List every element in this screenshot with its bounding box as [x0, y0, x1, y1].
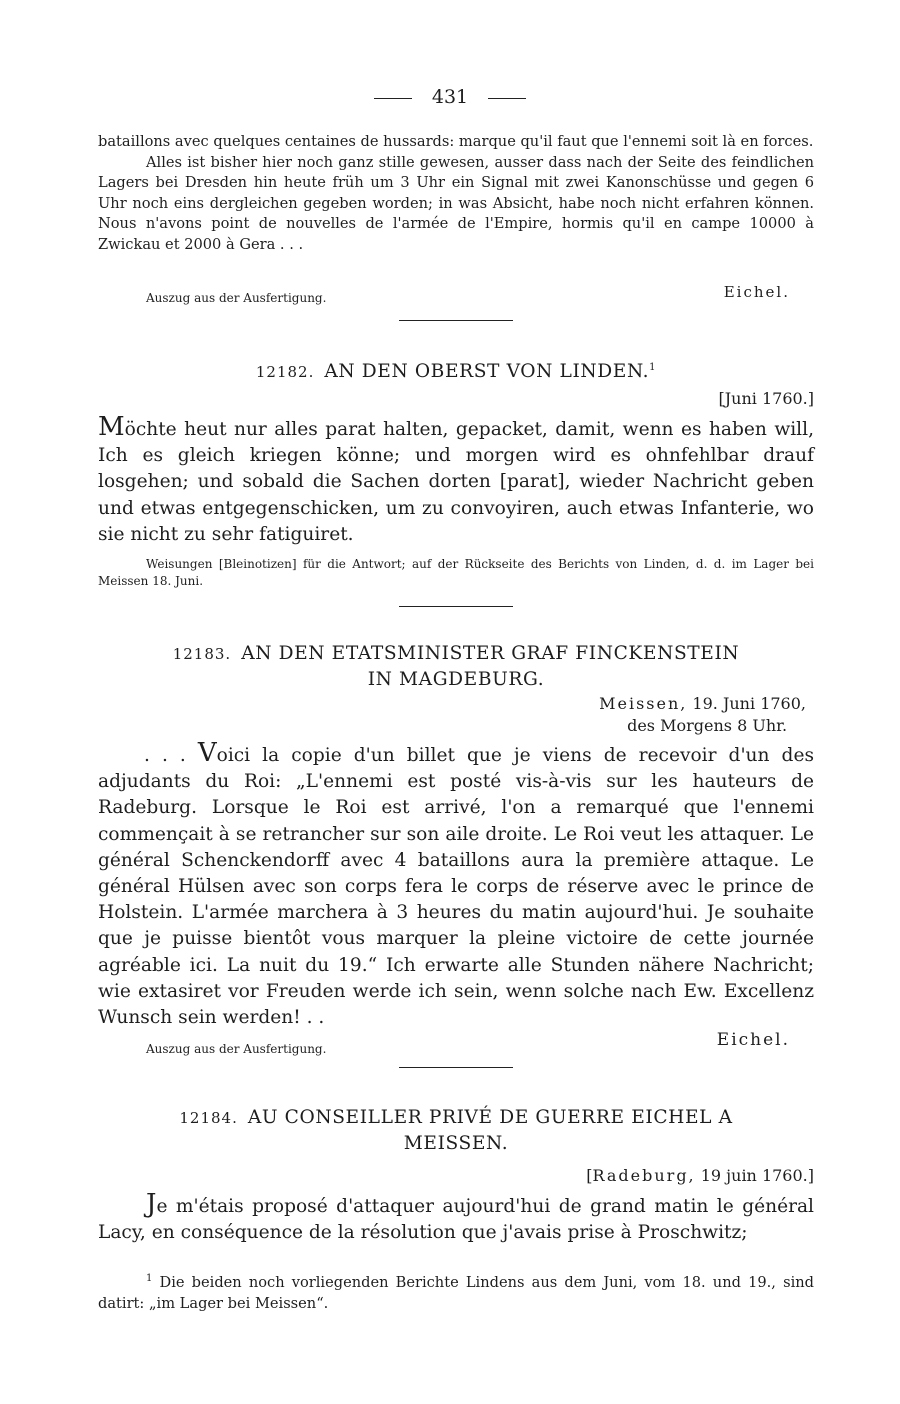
- letter-number: 12184.: [179, 1109, 238, 1127]
- footnote-mark: 1: [146, 1273, 153, 1284]
- source-note: Auszug aus der Ausfertigung.: [146, 1042, 327, 1056]
- paragraph: Alles ist bisher hier noch ganz stille gewesen, ausser dass nach der Seite des feindlichen Lagers bei Dresden hin heute früh um 3 Uhr ein Signal mit zwei Kanonschüsse und gegen 6 Uhr noch eins dergleichen gegeben worden; in was Absicht, habe noch nicht erfahren können. Nous n'avons point de nouvelles de l'armée de l'Empire, hormis qu'il en campe 10000 à Zwickau et 2000 à Gera . . .: [98, 153, 814, 253]
- drop-cap: J: [146, 1189, 157, 1219]
- letter-number: 12182.: [255, 363, 315, 382]
- date-text: 19. Juni 1760,: [687, 694, 806, 713]
- letter-title: AU CONSEILLER PRIVÉ DE GUERRE EICHEL A: [247, 1107, 733, 1128]
- footnote-mark: 1: [649, 362, 657, 373]
- footnote: [98, 1268, 814, 1314]
- signature-block: [98, 283, 814, 305]
- source-note: Auszug aus der Ausfertigung.: [146, 291, 327, 305]
- drop-cap: M: [98, 412, 125, 442]
- letter-number: 12183.: [172, 645, 232, 663]
- divider: [399, 320, 513, 321]
- header-dash-left: [374, 98, 412, 99]
- date-place: Meissen,: [599, 694, 688, 713]
- body-text: öchte heut nur alles parat halten, gepacket, damit, wenn es haben will, Ich es gleich kriegen könne; und morgen wird es ohnfehlbar drauf losgehen; und sobald die Sachen dorten [parat], wieder Nachricht geben und etwas entgegenschicken, um zu convoyiren, auch etwas Infanterie, wo sie nicht zu sehr fatiguiret.: [98, 419, 814, 545]
- letter-title: AN DEN OBERST VON LINDEN.: [324, 361, 650, 383]
- signature: Eichel.: [723, 283, 790, 301]
- page-number: 431: [431, 86, 469, 108]
- signature: Eichel.: [716, 1030, 790, 1050]
- date-text: 19 juin 1760.]: [695, 1166, 814, 1185]
- letter-body: [98, 1189, 814, 1246]
- continued-text: [98, 132, 814, 255]
- divider: [399, 1067, 513, 1068]
- signature-block: [98, 1030, 814, 1054]
- letter-body: [98, 738, 814, 1031]
- letter-date: [Radeburg, 19 juin 1760.]: [586, 1166, 814, 1185]
- letter-title: AN DEN ETATSMINISTER GRAF FINCKENSTEIN: [241, 643, 740, 664]
- ellipsis: . . .: [144, 745, 198, 766]
- letter-title-line2: MEISSEN.: [403, 1133, 509, 1154]
- letter-date: [599, 693, 806, 737]
- date-time: des Morgens 8 Uhr.: [627, 716, 788, 735]
- letter-note: Weisungen [Bleinotizen] für die Antwort; auf der Rückseite des Berichts von Linden, d. d. im Lager bei Meissen 18. Juni.: [98, 557, 814, 588]
- date-place: Radeburg,: [592, 1166, 696, 1185]
- letter-heading: [98, 355, 814, 385]
- body-text: e m'étais proposé d'attaquer aujourd'hui de grand matin le général Lacy, en conséquence de la résolution que j'avais prise à Proschwitz;: [98, 1196, 814, 1244]
- continued-line: bataillons avec quelques centaines de hussards: marque qu'il faut que l'ennemi soit là en forces.: [98, 133, 814, 150]
- body-text: oici la copie d'un billet que je viens de recevoir d'un des adjudants du Roi: „L'ennemi est posté vis-à-vis sur les hauteurs de Radeburg. Lorsque le Roi est arrivé, l'on a remarqué que l'ennemi commençait à se retrancher sur son aile droite. Le Roi veut les attaquer. Le général Schenckendorff avec 4 bataillons aura la première attaque. Le général Hülsen avec son corps fera le corps de réserve avec le prince de Holstein. L'armée marchera à 3 heures du matin aujourd'hui. Je souhaite que je puisse bientôt vous marquer la pleine victoire de cette journée agréable ici. La nuit du 19.“ Ich erwarte alle Stunden nähere Nachricht; wie extasiret vor Freuden werde ich sein, wenn solche nach Ew. Excellenz Wunsch sein werden! . .: [98, 745, 814, 1029]
- drop-cap: V: [197, 738, 217, 768]
- letter-date: [Juni 1760.]: [718, 389, 814, 408]
- divider: [399, 606, 513, 607]
- letter-body: [98, 412, 814, 548]
- footnote-text: Die beiden noch vorliegenden Berichte Lindens aus dem Juni, vom 18. und 19., sind datirt: „im Lager bei Meissen“.: [98, 1273, 814, 1312]
- letter-heading: [98, 1105, 814, 1157]
- page-header: [0, 86, 900, 108]
- letter-heading: [98, 641, 814, 693]
- letter-title-line2: IN MAGDEBURG.: [367, 669, 545, 690]
- header-dash-right: [488, 98, 526, 99]
